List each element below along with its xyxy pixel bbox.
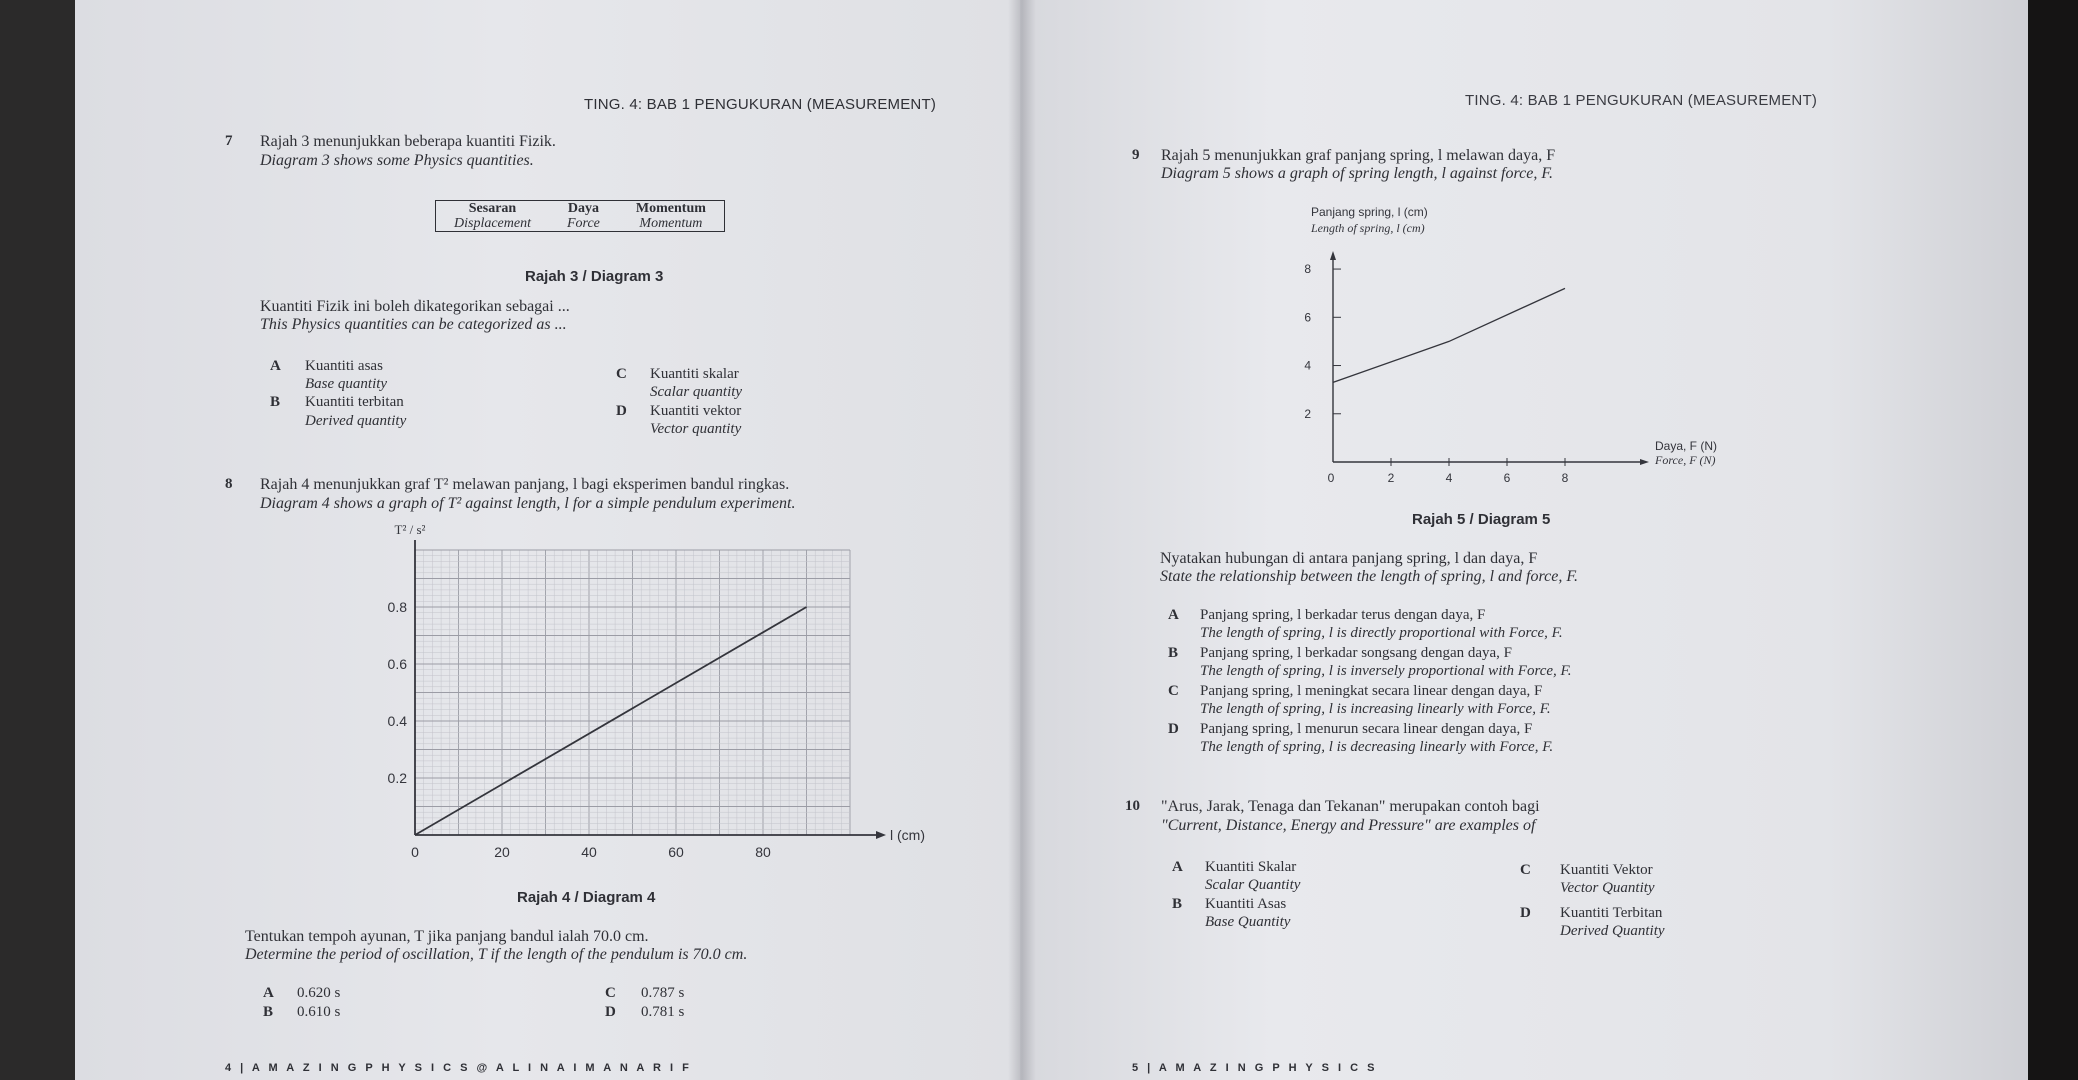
q7-option-c-en[interactable]: Scalar quantity bbox=[650, 384, 743, 400]
x-tick-label: 0 bbox=[1327, 471, 1335, 485]
right-page bbox=[1020, 0, 2028, 1080]
spring-graph bbox=[1265, 202, 1718, 502]
q9-option-b-ms[interactable]: Panjang spring, l berkadar songsang dengan daya, F bbox=[1200, 645, 1513, 661]
table-cell: Daya Force bbox=[566, 201, 600, 231]
q10-option-b-en[interactable]: Base Quantity bbox=[1205, 914, 1291, 930]
q8-question-en: Determine the period of oscillation, T if the length of the pendulum is 70.0 cm. bbox=[245, 946, 748, 963]
q7-option-a-letter[interactable]: A bbox=[270, 358, 281, 374]
y-tick-label: 0.4 bbox=[387, 713, 407, 729]
page-header: TING. 4: BAB 1 PENGUKURAN (MEASUREMENT) bbox=[584, 96, 937, 113]
q10-option-c-en[interactable]: Vector Quantity bbox=[1560, 880, 1655, 896]
y-tick-label: 0.2 bbox=[387, 770, 407, 786]
data-line bbox=[1333, 288, 1565, 382]
q7-option-a-en[interactable]: Base quantity bbox=[305, 376, 388, 392]
table-cell: Momentum Momentum bbox=[635, 201, 706, 231]
y-axis-label-ms: Panjang spring, l (cm) bbox=[1311, 205, 1428, 219]
q10-stem-en: "Current, Distance, Energy and Pressure" are examples of bbox=[1161, 817, 1536, 834]
x-tick-label: 4 bbox=[1445, 471, 1453, 485]
x-tick-label: 6 bbox=[1503, 471, 1511, 485]
q8-option-b-letter[interactable]: B bbox=[263, 1004, 274, 1020]
page-footer: 5 | A M A Z I N G P H Y S I C S bbox=[1132, 1062, 1378, 1074]
q8-option-a-letter[interactable]: A bbox=[263, 985, 274, 1001]
y-tick-label: 2 bbox=[1304, 406, 1311, 421]
x-axis-label-en: Force, F (N) bbox=[1655, 453, 1716, 467]
q10-stem-ms: "Arus, Jarak, Tenaga dan Tekanan" merupakan contoh bagi bbox=[1161, 798, 1540, 815]
q7-option-c-ms[interactable]: Kuantiti skalar bbox=[650, 366, 739, 382]
x-tick-label: 8 bbox=[1561, 471, 1569, 485]
q10-number: 10 bbox=[1125, 798, 1140, 814]
x-axis-arrow bbox=[876, 831, 886, 839]
q9-option-c-letter[interactable]: C bbox=[1168, 683, 1179, 699]
q10-option-c-letter[interactable]: C bbox=[1520, 862, 1531, 878]
q10-option-b-letter[interactable]: B bbox=[1172, 896, 1183, 912]
q9-option-d-letter[interactable]: D bbox=[1168, 721, 1179, 737]
q8-stem-en: Diagram 4 shows a graph of T² against length, l for a simple pendulum experiment. bbox=[260, 495, 796, 512]
q9-option-c-ms[interactable]: Panjang spring, l meningkat secara linear dengan daya, F bbox=[1200, 683, 1543, 699]
q10-option-c-ms[interactable]: Kuantiti Vektor bbox=[1560, 862, 1653, 878]
x-tick-label: 2 bbox=[1387, 471, 1395, 485]
q10-option-d-letter[interactable]: D bbox=[1520, 905, 1531, 921]
q9-question-ms: Nyatakan hubungan di antara panjang spring, l dan daya, F bbox=[1160, 550, 1538, 567]
page-header: TING. 4: BAB 1 PENGUKURAN (MEASUREMENT) bbox=[1465, 92, 1818, 109]
q8-option-d-text[interactable]: 0.781 s bbox=[641, 1004, 685, 1020]
q8-question-ms: Tentukan tempoh ayunan, T jika panjang bandul ialah 70.0 cm. bbox=[245, 928, 649, 945]
y-axis-label: T² / s² bbox=[394, 522, 426, 537]
y-axis-label-en: Length of spring, l (cm) bbox=[1311, 221, 1425, 235]
q10-option-d-en[interactable]: Derived Quantity bbox=[1560, 923, 1665, 939]
q10-option-a-ms[interactable]: Kuantiti Skalar bbox=[1205, 859, 1297, 875]
y-tick-label: 4 bbox=[1304, 358, 1311, 373]
q7-option-a-ms[interactable]: Kuantiti asas bbox=[305, 358, 383, 374]
q9-number: 9 bbox=[1132, 147, 1140, 163]
book-gutter bbox=[1008, 0, 1036, 1080]
q9-question-en: State the relationship between the length of spring, l and force, F. bbox=[1160, 568, 1579, 585]
y-tick-label: 0.8 bbox=[387, 599, 407, 615]
q7-stem-en: Diagram 3 shows some Physics quantities. bbox=[260, 152, 534, 169]
q8-option-b-text[interactable]: 0.610 s bbox=[297, 1004, 341, 1020]
q8-stem-ms: Rajah 4 menunjukkan graf T² melawan panjang, l bagi eksperimen bandul ringkas. bbox=[260, 476, 790, 493]
q8-option-c-letter[interactable]: C bbox=[605, 985, 616, 1001]
q10-option-a-letter[interactable]: A bbox=[1172, 859, 1183, 875]
x-tick-label: 80 bbox=[755, 844, 771, 860]
q9-stem-ms: Rajah 5 menunjukkan graf panjang spring, l melawan daya, F bbox=[1161, 147, 1556, 164]
q7-question-ms: Kuantiti Fizik ini boleh dikategorikan sebagai ... bbox=[260, 298, 570, 315]
x-axis-label-ms: Daya, F (N) bbox=[1655, 439, 1718, 453]
q8-option-a-text[interactable]: 0.620 s bbox=[297, 985, 341, 1001]
q8-option-c-text[interactable]: 0.787 s bbox=[641, 985, 685, 1001]
q9-option-a-ms[interactable]: Panjang spring, l berkadar terus dengan daya, F bbox=[1200, 607, 1486, 623]
q10-option-b-ms[interactable]: Kuantiti Asas bbox=[1205, 896, 1287, 912]
q7-option-d-en[interactable]: Vector quantity bbox=[650, 421, 742, 437]
diagram3-caption: Rajah 3 / Diagram 3 bbox=[525, 268, 664, 285]
x-axis-label: l (cm) bbox=[890, 827, 925, 843]
x-tick-label: 40 bbox=[581, 844, 597, 860]
q7-option-b-letter[interactable]: B bbox=[270, 394, 281, 410]
pendulum-graph bbox=[365, 515, 925, 865]
q9-option-d-en[interactable]: The length of spring, l is decreasing linearly with Force, F. bbox=[1200, 739, 1554, 755]
y-axis-arrow bbox=[1330, 251, 1336, 260]
q7-option-d-ms[interactable]: Kuantiti vektor bbox=[650, 403, 742, 419]
q7-option-b-ms[interactable]: Kuantiti terbitan bbox=[305, 394, 404, 410]
x-axis-arrow bbox=[1640, 459, 1649, 465]
q7-number: 7 bbox=[225, 133, 233, 149]
table-cell: Sesaran Displacement bbox=[454, 201, 531, 231]
q8-option-d-letter[interactable]: D bbox=[605, 1004, 616, 1020]
q9-option-d-ms[interactable]: Panjang spring, l menurun secara linear dengan daya, F bbox=[1200, 721, 1533, 737]
q7-option-d-letter[interactable]: D bbox=[616, 403, 627, 419]
y-tick-label: 0.6 bbox=[387, 656, 407, 672]
background-fabric bbox=[2028, 0, 2078, 1080]
q9-stem-en: Diagram 5 shows a graph of spring length, l against force, F. bbox=[1161, 165, 1554, 182]
q9-option-b-en[interactable]: The length of spring, l is inversely proportional with Force, F. bbox=[1200, 663, 1572, 679]
q10-option-a-en[interactable]: Scalar Quantity bbox=[1205, 877, 1301, 893]
q9-option-c-en[interactable]: The length of spring, l is increasing linearly with Force, F. bbox=[1200, 701, 1551, 717]
diagram4-caption: Rajah 4 / Diagram 4 bbox=[517, 889, 656, 906]
x-tick-label: 60 bbox=[668, 844, 684, 860]
q7-option-c-letter[interactable]: C bbox=[616, 366, 627, 382]
page-footer: 4 | A M A Z I N G P H Y S I C S @ A L I N A I M A N A R I F bbox=[225, 1062, 692, 1074]
diagram5-caption: Rajah 5 / Diagram 5 bbox=[1412, 511, 1551, 528]
q9-option-a-letter[interactable]: A bbox=[1168, 607, 1179, 623]
q7-question-en: This Physics quantities can be categorized as ... bbox=[260, 316, 567, 333]
left-page bbox=[75, 0, 1020, 1080]
q7-stem-ms: Rajah 3 menunjukkan beberapa kuantiti Fizik. bbox=[260, 133, 556, 150]
y-tick-label: 8 bbox=[1304, 262, 1311, 277]
q10-option-d-ms[interactable]: Kuantiti Terbitan bbox=[1560, 905, 1663, 921]
q9-option-a-en[interactable]: The length of spring, l is directly proportional with Force, F. bbox=[1200, 625, 1563, 641]
x-tick-label: 0 bbox=[411, 844, 419, 860]
q8-number: 8 bbox=[225, 476, 233, 492]
x-tick-label: 20 bbox=[494, 844, 510, 860]
q7-option-b-en[interactable]: Derived quantity bbox=[305, 413, 407, 429]
quantities-table bbox=[435, 200, 725, 232]
y-tick-label: 6 bbox=[1304, 310, 1311, 325]
q9-option-b-letter[interactable]: B bbox=[1168, 645, 1179, 661]
